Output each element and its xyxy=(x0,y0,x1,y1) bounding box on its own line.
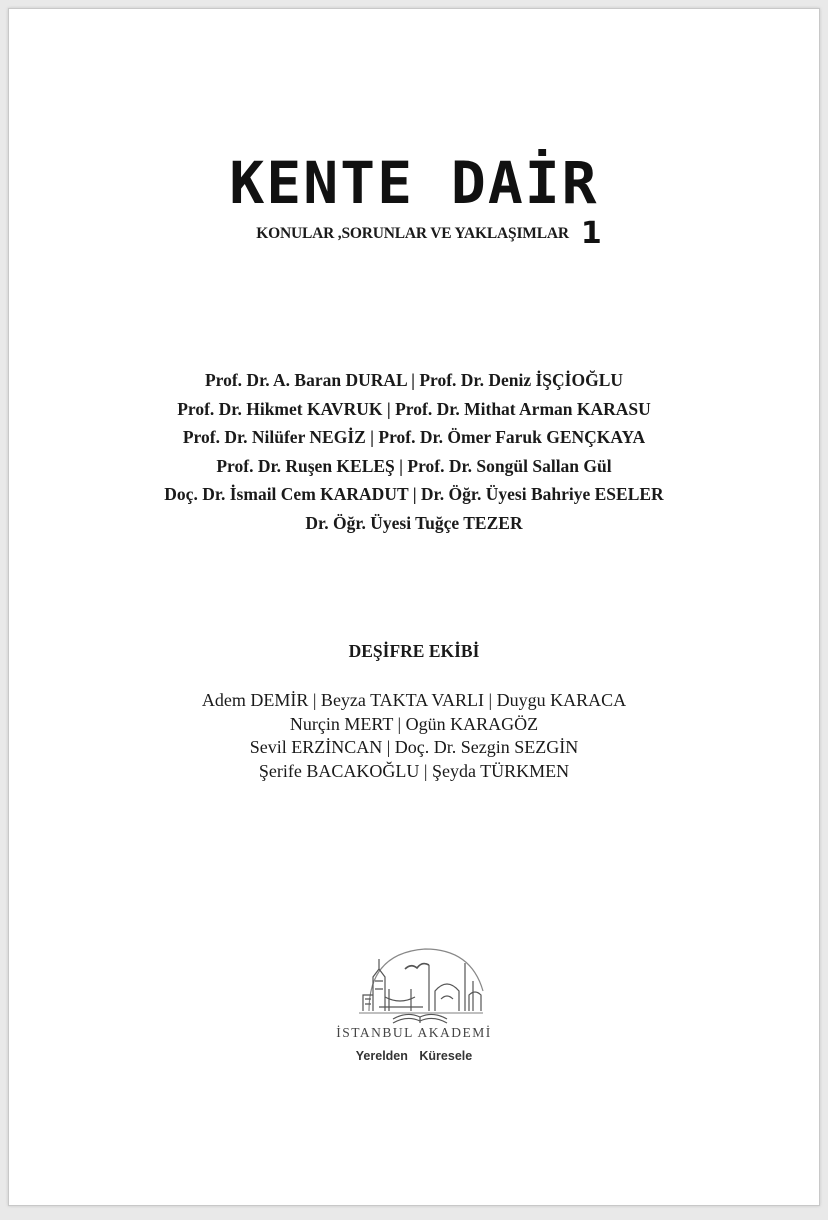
publisher-name: İSTANBUL AKADEMİ xyxy=(336,1025,492,1040)
author-line: Prof. Dr. Hikmet KAVRUK | Prof. Dr. Mithat Arman KARASU xyxy=(177,398,651,419)
author-line: Prof. Dr. Nilüfer NEGİZ | Prof. Dr. Ömer Faruk GENÇKAYA xyxy=(182,427,646,447)
team-line: Şerife BACAKOĞLU | Şeyda TÜRKMEN xyxy=(258,760,570,781)
volume-number: 1 xyxy=(580,216,602,251)
team-line: Sevil ERZİNCAN | Doç. Dr. Sezgin SEZGİN xyxy=(249,737,579,757)
subtitle-block xyxy=(9,216,819,251)
author-line: Prof. Dr. Ruşen KELEŞ | Prof. Dr. Songül Sallan Gül xyxy=(216,455,612,476)
team-line: Nurçin MERT | Ogün KARAGÖZ xyxy=(289,713,539,734)
author-line: Dr. Öğr. Üyesi Tuğçe TEZER xyxy=(305,512,523,533)
author-line: Prof. Dr. A. Baran DURAL | Prof. Dr. Deniz İŞÇİOĞLU xyxy=(204,370,624,390)
publisher-slogan xyxy=(9,1049,819,1063)
author-list xyxy=(9,366,819,537)
transcription-team-list xyxy=(9,689,819,783)
book-page xyxy=(8,8,820,1206)
team-line: Adem DEMİR | Beyza TAKTA VARLI | Duygu KARACA xyxy=(201,690,627,710)
author-line: Doç. Dr. İsmail Cem KARADUT | Dr. Öğr. Üyesi Bahriye ESELER xyxy=(164,484,664,504)
transcription-team-heading: DEŞİFRE EKİBİ xyxy=(348,641,480,661)
book-title: KENTE DAİR xyxy=(229,149,599,217)
book-subtitle: KONULAR ,SORUNLAR VE YAKLAŞIMLAR xyxy=(256,225,569,242)
slogan-left: Yerelden xyxy=(355,1049,408,1063)
slogan-right: Küresele xyxy=(419,1049,473,1063)
title-block xyxy=(9,151,819,215)
istanbul-skyline-book-icon xyxy=(349,941,491,1027)
